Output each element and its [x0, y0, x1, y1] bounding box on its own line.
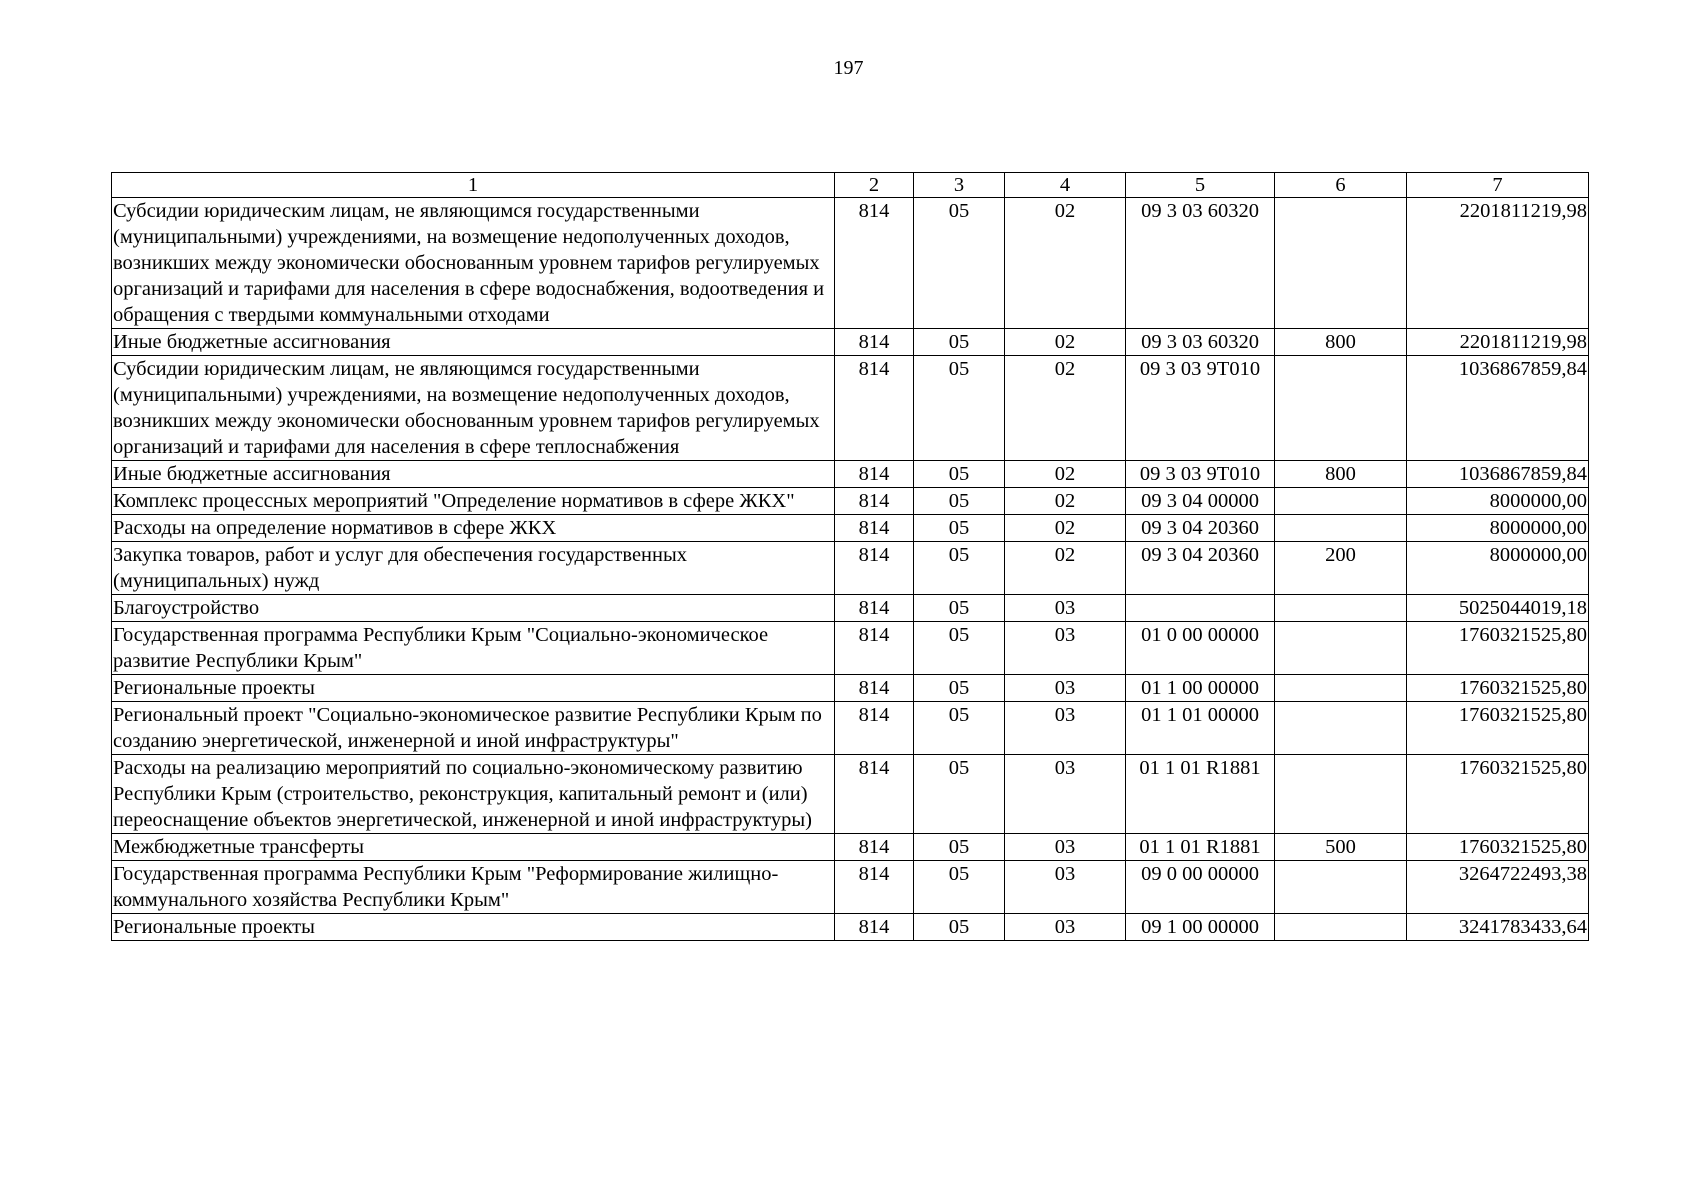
section-code-cell: 05: [914, 461, 1005, 488]
column-header-1: 1: [112, 173, 835, 198]
target-article-cell: 09 3 04 20360: [1126, 542, 1275, 595]
expense-name-cell: Межбюджетные трансферты: [112, 834, 835, 861]
subsection-code-cell: 02: [1005, 461, 1126, 488]
table-row: [112, 488, 1589, 515]
table-row: [112, 329, 1589, 356]
subsection-code-cell: 03: [1005, 622, 1126, 675]
expense-type-cell: [1275, 488, 1407, 515]
subsection-code-cell: 03: [1005, 861, 1126, 914]
ministry-code-cell: 814: [835, 595, 914, 622]
subsection-code-cell: 03: [1005, 834, 1126, 861]
amount-cell: 1760321525,80: [1407, 834, 1589, 861]
amount-cell: 2201811219,98: [1407, 198, 1589, 329]
section-code-cell: 05: [914, 834, 1005, 861]
subsection-code-cell: 02: [1005, 542, 1126, 595]
table-row: [112, 702, 1589, 755]
column-header-2: 2: [835, 173, 914, 198]
expense-type-cell: 200: [1275, 542, 1407, 595]
page-number: 197: [833, 57, 864, 79]
target-article-cell: 09 0 00 00000: [1126, 861, 1275, 914]
section-code-cell: 05: [914, 622, 1005, 675]
expense-type-cell: [1275, 198, 1407, 329]
expense-type-cell: [1275, 595, 1407, 622]
expense-type-cell: 500: [1275, 834, 1407, 861]
expense-name-cell: Комплекс процессных мероприятий "Определение нормативов в сфере ЖКХ": [112, 488, 835, 515]
table-row: [112, 675, 1589, 702]
target-article-cell: 01 0 00 00000: [1126, 622, 1275, 675]
column-header-6: 6: [1275, 173, 1407, 198]
subsection-code-cell: 02: [1005, 198, 1126, 329]
section-code-cell: 05: [914, 595, 1005, 622]
table-row: [112, 542, 1589, 595]
table-row: [112, 515, 1589, 542]
target-article-cell: 09 3 04 20360: [1126, 515, 1275, 542]
expense-name-cell: Расходы на реализацию мероприятий по социально-экономическому развитию Республики Крым (строительство, реконструкция, капитальный ремонт и (или) переоснащение объектов энергетической, инженерной и иной инфраструктуры): [112, 755, 835, 834]
subsection-code-cell: 03: [1005, 595, 1126, 622]
expense-name-cell: Закупка товаров, работ и услуг для обеспечения государственных (муниципальных) нужд: [112, 542, 835, 595]
ministry-code-cell: 814: [835, 542, 914, 595]
target-article-cell: 09 3 03 9Т010: [1126, 461, 1275, 488]
section-code-cell: 05: [914, 329, 1005, 356]
section-code-cell: 05: [914, 356, 1005, 461]
table-row: [112, 914, 1589, 941]
subsection-code-cell: 02: [1005, 515, 1126, 542]
ministry-code-cell: 814: [835, 329, 914, 356]
section-code-cell: 05: [914, 515, 1005, 542]
column-header-3: 3: [914, 173, 1005, 198]
ministry-code-cell: 814: [835, 356, 914, 461]
column-header-5: 5: [1126, 173, 1275, 198]
section-code-cell: 05: [914, 675, 1005, 702]
ministry-code-cell: 814: [835, 914, 914, 941]
amount-cell: 8000000,00: [1407, 515, 1589, 542]
table-row: [112, 755, 1589, 834]
expense-type-cell: [1275, 861, 1407, 914]
expense-name-cell: Региональные проекты: [112, 675, 835, 702]
subsection-code-cell: 03: [1005, 914, 1126, 941]
target-article-cell: 01 1 01 R1881: [1126, 755, 1275, 834]
expense-type-cell: 800: [1275, 329, 1407, 356]
expense-type-cell: [1275, 755, 1407, 834]
column-header-4: 4: [1005, 173, 1126, 198]
amount-cell: 3264722493,38: [1407, 861, 1589, 914]
expense-name-cell: Региональные проекты: [112, 914, 835, 941]
ministry-code-cell: 814: [835, 488, 914, 515]
target-article-cell: 01 1 00 00000: [1126, 675, 1275, 702]
target-article-cell: 09 3 04 00000: [1126, 488, 1275, 515]
expense-type-cell: [1275, 914, 1407, 941]
expense-type-cell: [1275, 515, 1407, 542]
expense-name-cell: Государственная программа Республики Крым "Реформирование жилищно-коммунального хозяйства Республики Крым": [112, 861, 835, 914]
budget-table: [111, 172, 1589, 941]
ministry-code-cell: 814: [835, 834, 914, 861]
amount-cell: 8000000,00: [1407, 542, 1589, 595]
target-article-cell: [1126, 595, 1275, 622]
section-code-cell: 05: [914, 542, 1005, 595]
table-row: [112, 834, 1589, 861]
header-row: [112, 173, 1589, 198]
target-article-cell: 09 3 03 60320: [1126, 198, 1275, 329]
expense-name-cell: Расходы на определение нормативов в сфере ЖКХ: [112, 515, 835, 542]
table-row: [112, 356, 1589, 461]
subsection-code-cell: 02: [1005, 356, 1126, 461]
amount-cell: 1760321525,80: [1407, 675, 1589, 702]
amount-cell: 1036867859,84: [1407, 461, 1589, 488]
amount-cell: 1036867859,84: [1407, 356, 1589, 461]
table-row: [112, 622, 1589, 675]
ministry-code-cell: 814: [835, 755, 914, 834]
target-article-cell: 01 1 01 R1881: [1126, 834, 1275, 861]
expense-type-cell: [1275, 702, 1407, 755]
ministry-code-cell: 814: [835, 861, 914, 914]
table-row: [112, 595, 1589, 622]
subsection-code-cell: 02: [1005, 488, 1126, 515]
expense-name-cell: Иные бюджетные ассигнования: [112, 329, 835, 356]
subsection-code-cell: 03: [1005, 755, 1126, 834]
section-code-cell: 05: [914, 914, 1005, 941]
subsection-code-cell: 03: [1005, 702, 1126, 755]
section-code-cell: 05: [914, 702, 1005, 755]
table-row: [112, 198, 1589, 329]
ministry-code-cell: 814: [835, 675, 914, 702]
section-code-cell: 05: [914, 755, 1005, 834]
table-row: [112, 461, 1589, 488]
expense-name-cell: Иные бюджетные ассигнования: [112, 461, 835, 488]
section-code-cell: 05: [914, 488, 1005, 515]
section-code-cell: 05: [914, 861, 1005, 914]
column-header-7: 7: [1407, 173, 1589, 198]
ministry-code-cell: 814: [835, 515, 914, 542]
expense-type-cell: [1275, 675, 1407, 702]
table-row: [112, 861, 1589, 914]
amount-cell: 1760321525,80: [1407, 755, 1589, 834]
ministry-code-cell: 814: [835, 622, 914, 675]
subsection-code-cell: 02: [1005, 329, 1126, 356]
ministry-code-cell: 814: [835, 702, 914, 755]
target-article-cell: 09 3 03 9Т010: [1126, 356, 1275, 461]
subsection-code-cell: 03: [1005, 675, 1126, 702]
amount-cell: 5025044019,18: [1407, 595, 1589, 622]
section-code-cell: 05: [914, 198, 1005, 329]
expense-name-cell: Субсидии юридическим лицам, не являющимся государственными (муниципальными) учреждениями, на возмещение недополученных доходов, возникших между экономически обоснованным уровнем тарифов регулируемых организаций и тарифами для населения в сфере теплоснабжения: [112, 356, 835, 461]
expense-type-cell: [1275, 356, 1407, 461]
target-article-cell: 09 1 00 00000: [1126, 914, 1275, 941]
amount-cell: 1760321525,80: [1407, 702, 1589, 755]
expense-type-cell: 800: [1275, 461, 1407, 488]
expense-name-cell: Региональный проект "Социально-экономическое развитие Республики Крым по созданию энергетической, инженерной и иной инфраструктуры": [112, 702, 835, 755]
target-article-cell: 09 3 03 60320: [1126, 329, 1275, 356]
expense-name-cell: Государственная программа Республики Крым "Социально-экономическое развитие Республики Крым": [112, 622, 835, 675]
amount-cell: 8000000,00: [1407, 488, 1589, 515]
expense-type-cell: [1275, 622, 1407, 675]
ministry-code-cell: 814: [835, 461, 914, 488]
amount-cell: 1760321525,80: [1407, 622, 1589, 675]
amount-cell: 3241783433,64: [1407, 914, 1589, 941]
ministry-code-cell: 814: [835, 198, 914, 329]
amount-cell: 2201811219,98: [1407, 329, 1589, 356]
expense-name-cell: Субсидии юридическим лицам, не являющимся государственными (муниципальными) учреждениями, на возмещение недополученных доходов, возникших между экономически обоснованным уровнем тарифов регулируемых организаций и тарифами для населения в сфере водоснабжения, водоотведения и обращения с твердыми коммунальными отходами: [112, 198, 835, 329]
target-article-cell: 01 1 01 00000: [1126, 702, 1275, 755]
expense-name-cell: Благоустройство: [112, 595, 835, 622]
